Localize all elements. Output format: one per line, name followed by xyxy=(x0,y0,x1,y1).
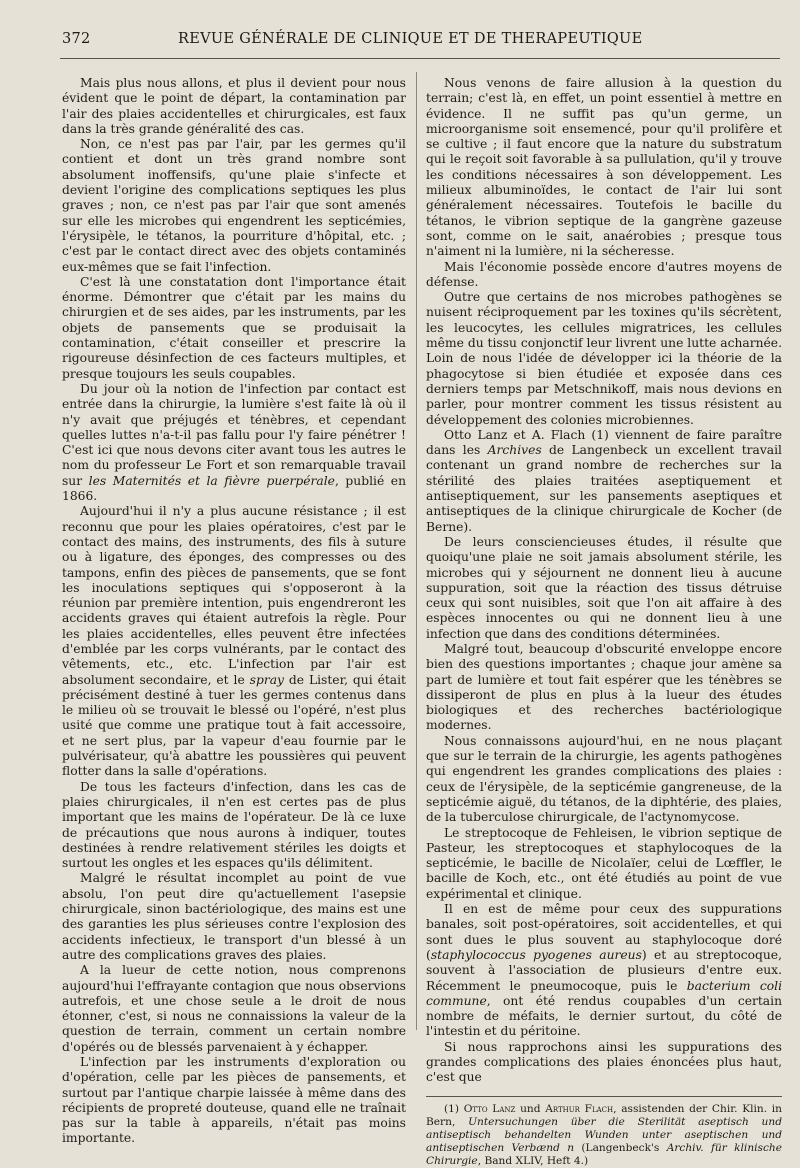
italic-term: bacterium coli commune xyxy=(426,978,783,1008)
paragraph xyxy=(62,504,406,779)
page-number: 372 xyxy=(62,31,91,47)
paragraph: Outre que certains de nos microbes pathogènes se nuisent réciproquement par les toxines qu'ils sécrètent, les leucocytes, les cellules migratrices, les cellules même du tissu conjonctif leur livrent une lutte acharnée. Loin de nous l'idée de développer ici la théorie de la phagocytose si bien étudiée et exposée dans ces derniers temps par Metschnikoff, mais nous devions en parler, pour montrer comment les tissus résistent au développement des colonies microbiennes. xyxy=(426,290,782,427)
paragraph: C'est là une constatation dont l'importance était énorme. Démontrer que c'était par les mains du chirurgien et de ses aides, par les instruments, par les objets de pansements que se produisait la contamination, c'était conseiller et prescrire la rigoureuse désinfection de ces facteurs multiples, et presque toujours les seuls coupables. xyxy=(62,274,406,381)
paragraph xyxy=(426,902,782,1040)
paragraph: A la lueur de cette notion, nous comprenons aujourd'hui l'effrayante contagion que nous observions autrefois, et une chose seule a le droit de nous étonner, c'est, si nous ne connaissions la valeur de la question de terrain, comment un certain nombre d'opérés ou de blessés parvenaient à y échapper. xyxy=(62,963,406,1054)
column-divider xyxy=(416,72,417,1030)
text-run: , assistenden der Chir. Klin. in Bern, xyxy=(426,1102,782,1128)
text-run: Il en est de même pour ceux des suppurations banales, soit post-opératoires, soit accidentelles, et qui sont dues le plus souvent au staphylocoque doré ( xyxy=(426,902,782,962)
footnote-author: Otto Lanz xyxy=(463,1102,516,1115)
paragraph: Nous connaissons aujourd'hui, en ne nous plaçant que sur le terrain de la chirurgie, les agents pathogènes qui engendrent les grandes complications des plaies : ceux de l'érysipèle, de la septicémie gangreneuse, de la septicémie aiguë, du tétanos, de la diphtérie, des plaies, de la tuberculose chirurgicale, de l'actynomycose. xyxy=(426,733,782,825)
footnote-marker: (1) xyxy=(444,1102,464,1115)
paragraph: Le streptocoque de Fehleisen, le vibrion septique de Pasteur, les streptocoques et staphylocoques de la septicémie, le bacille de Nicolaïer, celui de Lœffler, le bacille de Koch, etc., ont été étudiés au point de vue expérimental et clinique. xyxy=(426,825,782,901)
paragraph xyxy=(62,382,406,504)
paragraph: De tous les facteurs d'infection, dans les cas de plaies chirurgicales, il n'en est certes pas de plus important que les mains de l'opérateur. De là ce luxe de précautions que nous aurons à indiquer, toutes destinées à rendre relativement stériles les doigts et surtout les ongles et les espaces qu'ils délimitent. xyxy=(62,779,406,871)
paragraph: Malgré le résultat incomplet au point de vue absolu, l'on peut dire qu'actuellement l'asepsie chirurgicale, sinon bactériologique, des mains est une des garanties les plus sérieuses contre l'explosion des accidents infectieux, le transport d'un blessé à un autre des complications graves des plaies. xyxy=(62,871,406,962)
right-column xyxy=(426,76,782,1168)
text-run: Otto Lanz et A. Flach (1) viennent de faire paraître dans les xyxy=(426,427,782,458)
running-title: REVUE GÉNÉRALE DE CLINIQUE ET DE THERAPEUTIQUE xyxy=(178,31,643,47)
footnote-rule xyxy=(426,1096,782,1097)
text-run: , publié en 1866. xyxy=(62,473,406,504)
italic-title: Archives xyxy=(487,443,542,458)
footnote-journal: Archiv. für klinische Chirurgie xyxy=(426,1141,782,1167)
text-run: ) et au streptocoque, souvent à l'association de plusieurs d'entre eux. Récemment le pneumocoque, puis le xyxy=(426,947,782,993)
paragraph: Nous venons de faire allusion à la question du terrain; c'est là, en effet, un point essentiel à mettre en évidence. Il ne suffit pas qu'un germe, un microorganisme soit ensemencé, pour qu'il prolifère et se cultive ; il faut encore que la nature du substratum qui le reçoit soit favorable à sa pullulation, qu'il y trouve les conditions nécessaires à son développement. Les milieux albuminoïdes, le contact de l'air lui sont généralement nécessaires. Toutefois le bacille du tétanos, le vibrion septique de la gangrène gazeuse sont, comme on le sait, anaérobies ; presque tous n'aiment ni la lumière, ni la sécheresse. xyxy=(426,76,782,259)
paragraph: Mais plus nous allons, et plus il devient pour nous évident que le point de départ, la contamination par l'air des plaies accidentelles et chirurgicales, est faux dans la très grande généralité des cas. xyxy=(62,76,406,136)
text-run: de Lister, qui était précisément destiné à tuer les germes contenus dans le milieu où se trouvait le blessé ou l'opéré, n'est plus usité que comme une pratique tout à fait accessoire, et ne sert plus, par la vapeur d'eau fournie par le pulvérisateur, qu'à abattre les poussières qui peuvent flotter dans la salle d'opérations. xyxy=(62,672,406,779)
text-run: , Band XLIV, Heft 4.) xyxy=(477,1154,589,1167)
italic-title: les Maternités et la fièvre puerpérale xyxy=(88,473,335,488)
text-run: Du jour où la notion de l'infection par contact est entrée dans la chirurgie, la lumière s'est faite là où il n'y avait que préjugés et ténèbres, et cependant quelles luttes n'a-t-il pas fallu pour l'y faire pénétrer ! C'est ici que nous devons citer avant tous les autres le nom du professeur Le Fort et son remarquable travail sur xyxy=(62,381,406,488)
footnote-author: Arthur Flach xyxy=(545,1102,614,1115)
paragraph: L'infection par les instruments d'exploration ou d'opération, celle par les pièces de pansements, et surtout par l'antique charpie laissée à même dans des récipients de propreté douteuse, quand elle ne traînait pas sur la table à appareils, n'était pas moins importante. xyxy=(62,1055,406,1146)
text-run: , ont été rendus coupables d'un certain nombre de méfaits, le dernier surtout, du côté de l'intestin et du péritoine. xyxy=(426,993,782,1039)
text-run: (Langenbeck's xyxy=(574,1141,667,1154)
paragraph: Malgré tout, beaucoup d'obscurité enveloppe encore bien des questions importantes ; chaque jour amène sa part de lumière et tout fait espérer que les ténèbres se dissiperont de plus en plus à la lueur des études biologiques et des recherches bactériologique modernes. xyxy=(426,641,782,733)
italic-term: spray xyxy=(249,672,284,687)
text-run: und xyxy=(515,1102,546,1115)
header-rule xyxy=(60,58,780,59)
paragraph: De leurs consciencieuses études, il résulte que quoiqu'une plaie ne soit jamais absolument stérile, les microbes qui y séjournent ne donnent lieu à aucune suppuration, soit que la réaction des tissus détruise ceux qui sont nuisibles, soit que l'on ait affaire à des espèces innocentes ou qui ne donnent lieu à une infection que dans des conditions déterminées. xyxy=(426,534,782,641)
footnote xyxy=(426,1103,782,1168)
paragraph xyxy=(426,428,782,535)
paragraph: Non, ce n'est pas par l'air, par les germes qu'il contient et dont un très grand nombre sont absolument inoffensifs, qu'une plaie s'infecte et devient l'origine des complications septiques les plus graves ; non, ce n'est pas par l'air que sont amenés sur elle les microbes qui engendrent les septicémies, l'érysipèle, le tétanos, la pourriture d'hôpital, etc. ; c'est par le contact direct avec des objets contaminés eux-mêmes que se fait l'infection. xyxy=(62,137,406,274)
page-header xyxy=(60,28,780,54)
paragraph: Si nous rapprochons ainsi les suppurations des grandes complications des plaies énoncées plus haut, c'est que xyxy=(426,1039,782,1085)
text-run: Aujourd'hui il n'y a plus aucune résistance ; il est reconnu que pour les plaies opératoires, c'est par le contact des mains, des instruments, des fils à suture ou à ligature, des éponges, des compresses ou des tampons, enfin des pièces de pansements, que se font les inoculations septiques qui s'opposeront à la réunion par première intention, puis engendreront les accidents graves qui étaient autrefois la règle. Pour les plaies accidentelles, elles peuvent être infectées d'emblée par les corps vulnérants, par le contact des vêtements, etc., etc. L'infection par l'air est absolument secondaire, et le xyxy=(62,504,406,687)
left-column xyxy=(62,76,406,1147)
footnote-title: Untersuchungen über die Sterilität aseptisch und antiseptisch behandelten Wunden unter aseptischen und antiseptischen Verbænd n xyxy=(426,1115,782,1154)
italic-term: staphylococcus pyogenes aureus xyxy=(430,947,642,962)
paragraph: Mais l'économie possède encore d'autres moyens de défense. xyxy=(426,259,782,289)
text-run: de Langenbeck un excellent travail contenant un grand nombre de recherches sur la stérilité des plaies traitées aseptiquement et antiseptiquement, sur les pansements aseptiques et antiseptiques de la clinique chirurgicale de Kocher (de Berne). xyxy=(426,443,782,534)
